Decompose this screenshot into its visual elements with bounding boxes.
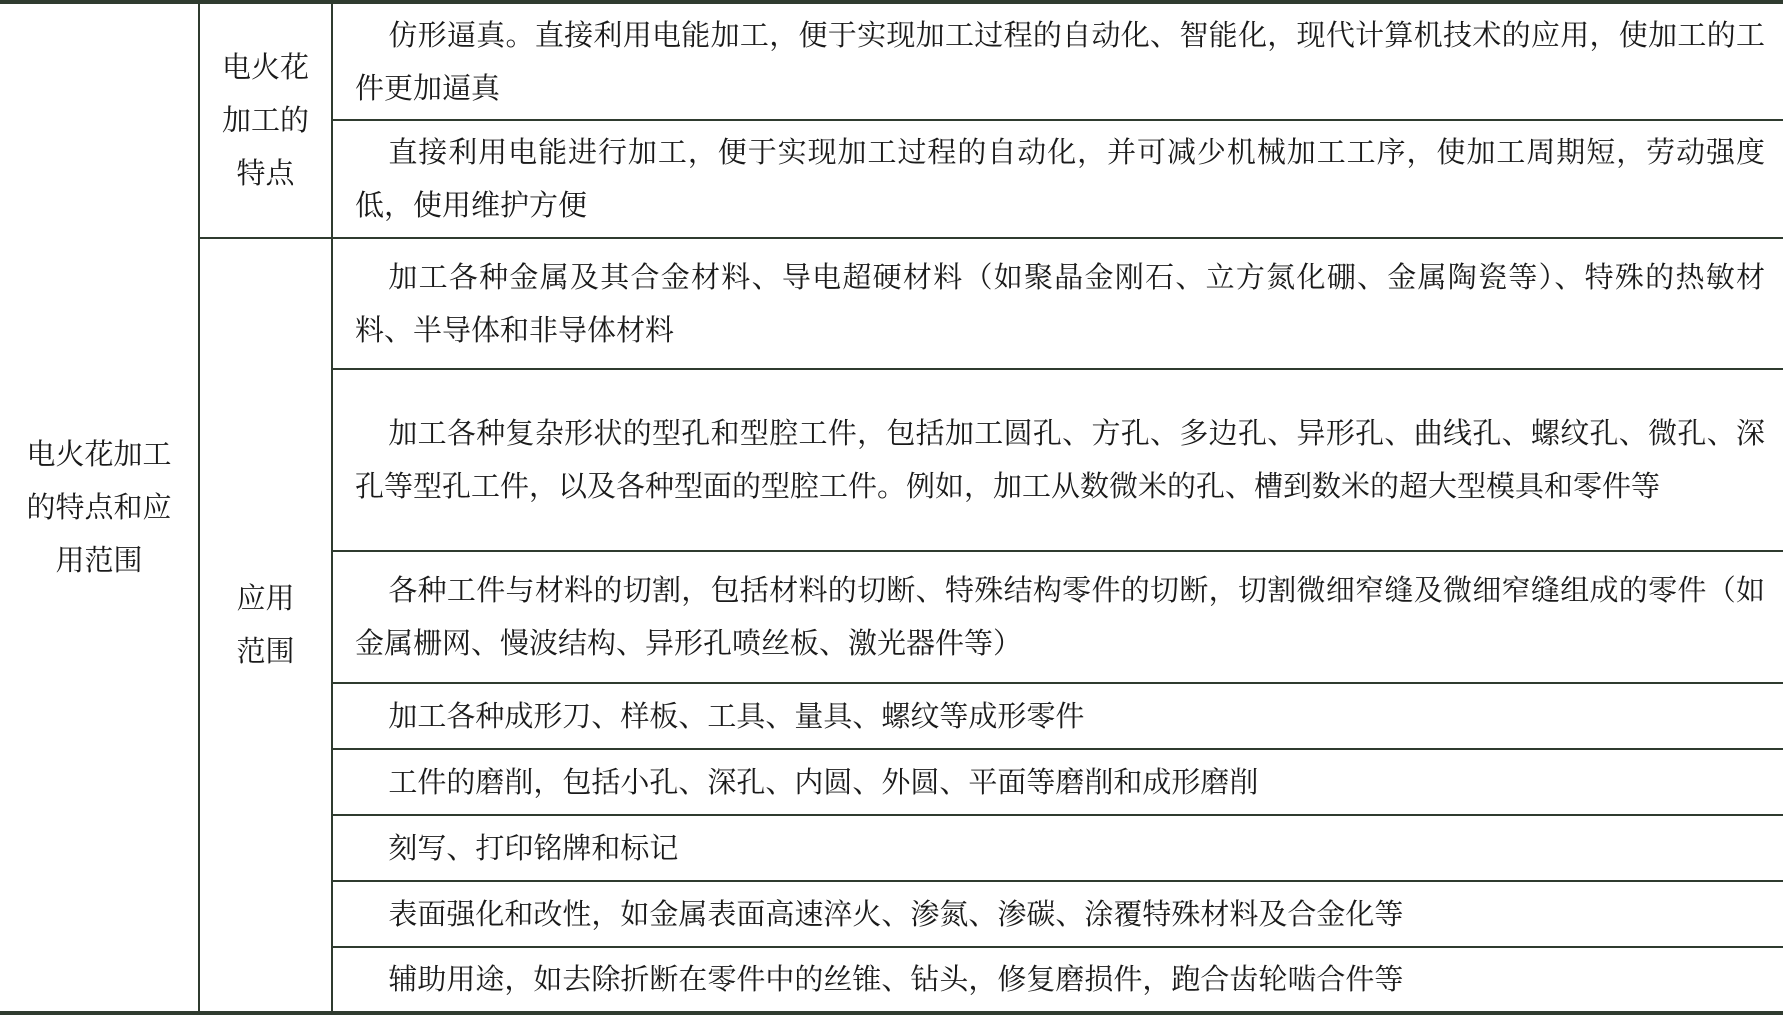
group-label-cell-features	[199, 2, 332, 238]
application-row-4: 加工各种成形刀、样板、工具、量具、螺纹等成形零件	[332, 683, 1783, 749]
feature-row-1: 仿形逼真。直接利用电能加工，便于实现加工过程的自动化、智能化，现代计算机技术的应用，使加工的工件更加逼真	[332, 2, 1783, 120]
group-label-applications: 应用 范围	[236, 581, 295, 668]
table-row	[0, 2, 1783, 120]
application-row-7: 表面强化和改性，如金属表面高速淬火、渗氮、渗碳、涂覆特殊材料及合金化等	[332, 881, 1783, 947]
main-category-label: 电火花加工 的特点和应 用范围	[26, 437, 172, 577]
application-row-3: 各种工件与材料的切割，包括材料的切断、特殊结构零件的切断，切割微细窄缝及微细窄缝组成的零件（如金属栅网、慢波结构、异形孔喷丝板、激光器件等）	[332, 551, 1783, 683]
feature-row-2: 直接利用电能进行加工，便于实现加工过程的自动化，并可减少机械加工工序，使加工周期短，劳动强度低，使用维护方便	[332, 120, 1783, 238]
main-category-cell	[0, 2, 199, 1013]
application-row-5: 工件的磨削，包括小孔、深孔、内圆、外圆、平面等磨削和成形磨削	[332, 749, 1783, 815]
group-label-features: 电火花 加工的 特点	[221, 50, 309, 190]
application-row-2: 加工各种复杂形状的型孔和型腔工件，包括加工圆孔、方孔、多边孔、异形孔、曲线孔、螺纹孔、微孔、深孔等型孔工件，以及各种型面的型腔工件。例如，加工从数微米的孔、槽到数米的超大型模具和零件等	[332, 369, 1783, 551]
application-row-1: 加工各种金属及其合金材料、导电超硬材料（如聚晶金刚石、立方氮化硼、金属陶瓷等）、特殊的热敏材料、半导体和非导体材料	[332, 238, 1783, 369]
application-row-8: 辅助用途，如去除折断在零件中的丝锥、钻头，修复磨损件，跑合齿轮啮合件等	[332, 947, 1783, 1013]
table-row	[0, 238, 1783, 369]
application-row-6: 刻写、打印铭牌和标记	[332, 815, 1783, 881]
group-label-cell-applications	[199, 238, 332, 1013]
